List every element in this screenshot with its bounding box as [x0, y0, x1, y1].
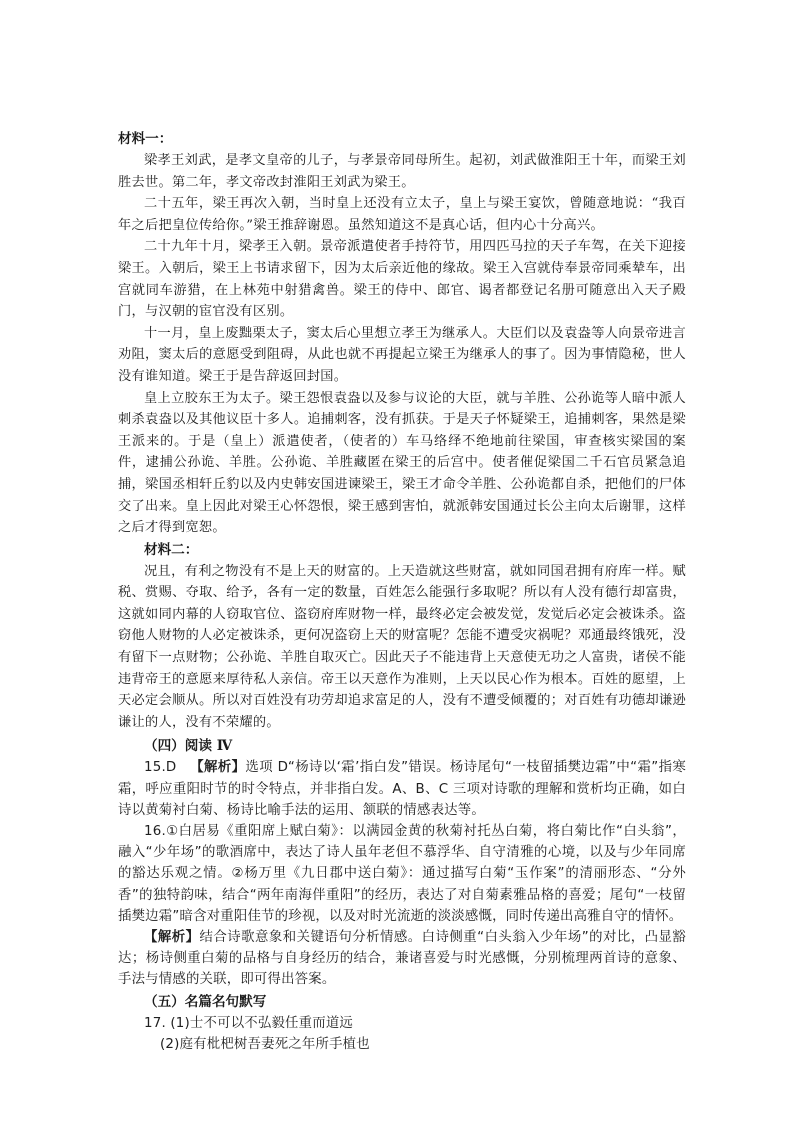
material2-heading: 材料二：	[144, 541, 199, 558]
answer-15	[118, 757, 686, 821]
answer-16: 16.①白居易《重阳席上赋白菊》：以满园金黄的秋菊衬托丛白菊，将白菊比作“白头翁”，融入“少年场”的歌酒席中，表达了诗人虽年老但不慕浮华、自守清雅的心境，以及与少年同席的豁达乐观之情。②杨万里《九日郡中送白菊》：通过描写白菊“玉作案”的清丽形态、“分外香”的独特韵味，结合“两年南海伴重阳”的经历，表达了对自菊素雅品格的喜爱；尾句“一枝留插樊边霜”暗含对重阳佳节的珍视，以及对时光流逝的淡淡感慨，同时传递出高雅自守的情怀。	[118, 824, 686, 924]
answer-15-text: 选项 D“杨诗以‘霜’指白发”错误。杨诗尾句“一枝留插樊边霜”中“霜”指寒霜，呼应重阳时节的时令特点，并非指白发。A、B、C 三项对诗歌的理解和赏析均正确，如白诗以黄菊衬白菊、杨诗比喻手法的运用、颔联的情感表达等。	[118, 760, 686, 818]
section5-title: （五）名篇名句默写	[144, 993, 267, 1010]
document-page	[118, 128, 686, 1055]
material1-paragraph: 二十五年，梁王再次入朝，当时皇上还没有立太子，皇上与梁王宴饮，曾随意地说：“我百年之后把皇位传给你。”梁王推辞谢恩。虽然知道这不是真心话，但内心十分高兴。	[118, 196, 686, 233]
material2-paragraph: 况且，有利之物没有不是上天的财富的。上天造就这些财富，就如同国君拥有府库一样。赋税、赏赐、夺取、给予，各有一定的数量，百姓怎么能强行多取呢？所以有人没有德行却富贵，这就如同内幕的人窃取官位、盗窃府库财物一样，最终必定会被发觉，发觉后必定会被诛杀。盗窃他人财物的人必定被诛杀，更何况盗窃上天的财富呢？怎能不遭受灾祸呢？邓通最终饿死，没有留下一点财物；公孙诡、羊胜自取灭亡。因此天子不能违背上天意使无功之人富贵，诸侯不能违背帝王的意愿来厚待私人亲信。帝王以天意作为准则，上天以民心作为根本。百姓的愿望，上天必定会顺从。所以对百姓没有功劳却追求富足的人，没有不遭受倾覆的；对百姓有功德却谦逊谦让的人，没有不荣耀的。	[118, 563, 686, 730]
answer-16-analysis	[118, 927, 686, 991]
answer-15-number: 15.D	[144, 760, 177, 776]
answer-16-analysis-text: 结合诗歌意象和关键语句分析情感。白诗侧重“白头翁入少年场”的对比，凸显豁达；杨诗侧重白菊的品格与自身经历的结合，兼诸喜爱与时光感慨，分别梳理两首诗的意象、手法与情感的关联，即可得出答案。	[118, 930, 686, 988]
answer-17-2: (2)庭有枇杷树吾妻死之年所手植也	[160, 1036, 370, 1052]
material1-paragraph: 十一月，皇上废黜栗太子，窦太后心里想立孝王为继承人。大臣们以及袁盎等人向景帝进言劝阻，窦太后的意愿受到阻碍，从此也就不再提起立梁王为继承人的事了。因为事情隐秘，世人没有谁知道。梁王于是告辞返回封国。	[118, 325, 686, 384]
material1-paragraph: 梁孝王刘武，是孝文皇帝的儿子，与孝景帝同母所生。起初，刘武做淮阳王十年，而梁王刘胜去世。第二年，孝文帝改封淮阳王刘武为梁王。	[118, 153, 686, 190]
analysis-tag: 【解析】	[144, 930, 200, 946]
analysis-tag: 【解析】	[190, 760, 246, 776]
answer-17-1: 17. (1)士不可以不弘毅任重而道远	[144, 1015, 354, 1031]
section4-title: （四）阅读 Ⅳ	[144, 738, 233, 755]
material1-paragraph: 皇上立胶东王为太子。梁王怨恨袁盎以及参与议论的大臣，就与羊胜、公孙诡等人暗中派人刺杀袁盎以及其他议臣十多人。追捕刺客，没有抓获。于是天子怀疑梁王，追捕刺客，果然是梁王派来的。于是（皇上）派遣使者，（使者的）车马络绎不绝地前往梁国，审查核实梁国的案件，逮捕公孙诡、羊胜。公孙诡、羊胜藏匿在梁王的后宫中。使者催促梁国二千石官员紧急追捕，梁国丞相轩丘豹以及内史韩安国进谏梁王，梁王才命令羊胜、公孙诡都自杀，把他们的尸体交了出来。皇上因此对梁王心怀怨恨，梁王感到害怕，就派韩安国通过长公主向太后谢罪，这样之后才得到宽恕。	[118, 390, 686, 536]
material1-heading: 材料一：	[118, 131, 173, 147]
material1-paragraph: 二十九年十月，梁孝王入朝。景帝派遣使者手持符节，用四匹马拉的天子车驾，在关下迎接梁王。入朝后，梁王上书请求留下，因为太后亲近他的缘故。梁王入宫就侍奉景帝同乘辇车，出宫就同车游猎，在上林苑中射猎禽兽。梁王的侍中、郎官、谒者都登记名册可随意出入天子殿门，与汉朝的宦官没有区别。	[118, 239, 686, 320]
